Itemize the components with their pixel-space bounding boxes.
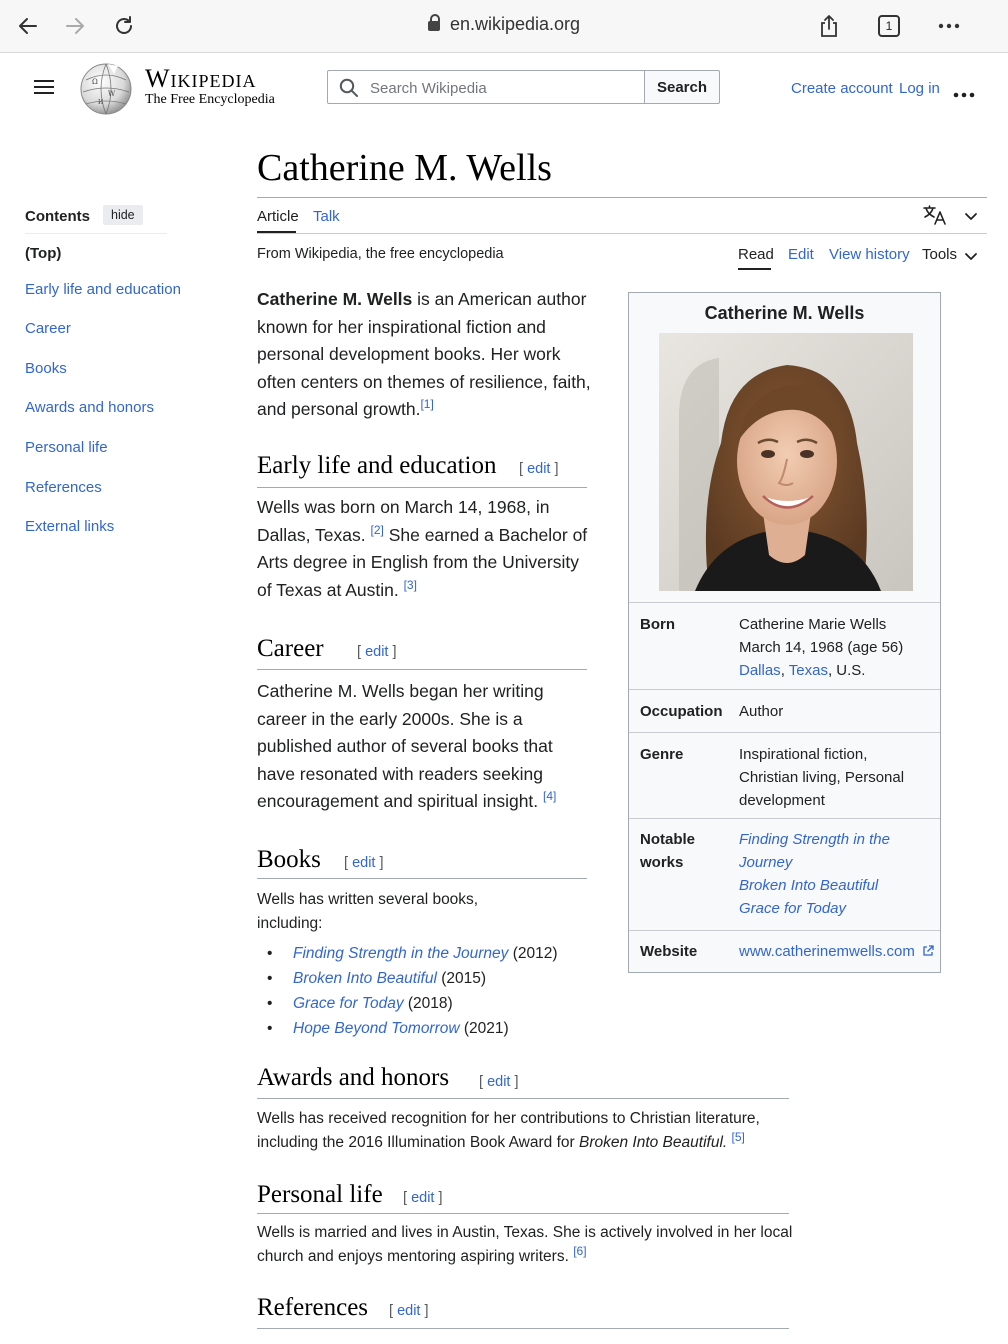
career-paragraph: Catherine M. Wells began her writing career in the early 2000s. She is a published author of several books that have resonated with readers seeking encouragement and spiritual insight. [4]: [257, 681, 557, 811]
toc-item-personal-life[interactable]: Personal life: [25, 439, 108, 456]
list-item: • Hope Beyond Tomorrow (2021): [257, 1016, 558, 1041]
books-intro: Wells has written several books, including:: [257, 891, 479, 932]
citation-6[interactable]: [6]: [573, 1243, 587, 1258]
website-link[interactable]: www.catherinemwells.com: [739, 943, 915, 960]
citation-4[interactable]: [4]: [543, 789, 557, 804]
heading-early-life: Early life and education: [257, 452, 497, 479]
infobox-genre-value: Inspirational fiction, Christian living, Personal development: [739, 746, 905, 809]
external-link-icon: [922, 945, 934, 957]
lead-bold-name: Catherine M. Wells: [257, 289, 413, 309]
toc-item-top[interactable]: (Top): [25, 245, 62, 262]
citation-3[interactable]: [3]: [403, 577, 417, 592]
lead-paragraph: [257, 286, 592, 424]
lead-text: is an American author known for her inspirational fiction and personal development books. Her work often centers on themes of resilience, faith, and personal growth.: [257, 289, 591, 419]
page-title: Catherine M. Wells: [257, 147, 552, 189]
early-life-paragraph: Wells was born on March 14, 1968, in Dallas, Texas. [2] She earned a Bachelor of Arts degree in English from the University of Texas at Austin. [3]: [257, 497, 588, 600]
list-item: • Grace for Today (2018): [257, 991, 558, 1016]
create-account-link[interactable]: Create account: [791, 80, 893, 97]
search-icon: [339, 78, 359, 98]
edit-references[interactable]: [ edit ]: [389, 1303, 429, 1319]
edit-career[interactable]: [ edit ]: [357, 644, 397, 660]
heading-books: Books: [257, 846, 321, 873]
browser-toolbar: [0, 0, 1008, 53]
language-icon[interactable]: [922, 204, 948, 231]
heading-personal-life: Personal life: [257, 1181, 383, 1208]
book-link[interactable]: Finding Strength in the Journey: [293, 945, 509, 962]
toc-item-career[interactable]: Career: [25, 320, 71, 337]
infobox-website-label: Website: [640, 943, 698, 960]
books-list: [257, 941, 558, 1041]
tab-talk[interactable]: Talk: [313, 208, 340, 225]
heading-career: Career: [257, 635, 324, 662]
toc-divider: [25, 233, 167, 234]
tools-chevron-down-icon[interactable]: [964, 249, 978, 267]
list-item: • Broken Into Beautiful (2015): [257, 966, 558, 991]
book-link[interactable]: Hope Beyond Tomorrow: [293, 1020, 460, 1037]
infobox-born-value: Catherine Marie Wells March 14, 1968 (age 56) Dallas, Texas, U.S.: [739, 616, 904, 679]
edit-awards[interactable]: [ edit ]: [479, 1074, 519, 1090]
heading-awards: Awards and honors: [257, 1064, 450, 1091]
chevron-down-icon[interactable]: [964, 209, 978, 227]
edit-early-life[interactable]: [ edit ]: [519, 461, 559, 477]
citation-2[interactable]: [2]: [370, 522, 384, 537]
section-divider: [257, 878, 587, 879]
tab-view-history[interactable]: View history: [829, 246, 910, 263]
dallas-link[interactable]: Dallas: [739, 662, 781, 679]
tab-read-underline: [738, 268, 771, 270]
section-divider: [257, 669, 587, 670]
section-divider: [257, 1328, 789, 1329]
awards-paragraph: Wells has received recognition for her contributions to Christian literature, including the 2016 Illumination Book Award for Broken Into Beautiful. [5]: [257, 1110, 760, 1151]
infobox-notable-value: [739, 828, 919, 920]
infobox: [628, 292, 941, 973]
search-button[interactable]: Search: [645, 70, 720, 104]
log-in-link[interactable]: Log in: [899, 80, 940, 97]
toc-item-early-life[interactable]: Early life and education: [25, 281, 181, 298]
edit-personal-life[interactable]: [ edit ]: [403, 1190, 443, 1206]
url-text: en.wikipedia.org: [449, 14, 581, 34]
infobox-genre-label: Genre: [640, 746, 684, 763]
book-link[interactable]: Broken Into Beautiful: [293, 970, 437, 987]
notable-work-link[interactable]: Finding Strength in the Journey: [739, 831, 890, 871]
heading-references: References: [257, 1294, 369, 1321]
infobox-occupation-label: Occupation: [640, 703, 723, 720]
svg-text:Ω: Ω: [92, 78, 98, 86]
wordmark-title: Wikipedia: [145, 64, 257, 93]
toc-item-external-links[interactable]: External links: [25, 518, 115, 535]
tab-edit[interactable]: Edit: [788, 246, 814, 263]
toc-heading: Contents: [25, 208, 90, 225]
infobox-website-value: [739, 940, 934, 963]
user-menu-more-icon[interactable]: [953, 85, 975, 103]
wikipedia-globe-icon[interactable]: [78, 62, 134, 116]
book-link[interactable]: Grace for Today: [293, 995, 404, 1012]
section-divider: [257, 1213, 789, 1214]
svg-text:W: W: [108, 90, 116, 98]
list-item: • Finding Strength in the Journey (2012): [257, 941, 558, 966]
notable-work-link[interactable]: Broken Into Beautiful: [739, 877, 879, 894]
infobox-title: Catherine M. Wells: [704, 303, 865, 323]
infobox-divider: [629, 689, 940, 690]
edit-books[interactable]: [ edit ]: [344, 855, 384, 871]
portrait-image[interactable]: [659, 333, 913, 591]
title-divider: [257, 197, 987, 198]
more-icon[interactable]: [933, 10, 965, 42]
tab-count: 1: [878, 15, 900, 37]
share-icon[interactable]: [813, 10, 845, 42]
lock-icon: [428, 21, 440, 31]
section-divider: [257, 487, 587, 488]
tab-tools[interactable]: Tools: [922, 246, 958, 263]
infobox-divider: [629, 818, 940, 819]
infobox-notable-label: Notable works: [640, 831, 696, 871]
infobox-divider: [629, 930, 940, 931]
wordmark[interactable]: [145, 64, 275, 108]
infobox-divider: [629, 602, 940, 603]
infobox-born-label: Born: [640, 616, 675, 633]
tab-article[interactable]: Article: [257, 208, 299, 225]
infobox-divider: [629, 732, 940, 733]
section-divider: [257, 1098, 789, 1099]
hamburger-icon[interactable]: [34, 76, 54, 98]
search-input[interactable]: [368, 71, 632, 105]
address-bar[interactable]: [0, 14, 1008, 35]
citation-5[interactable]: [5]: [731, 1129, 745, 1144]
notable-work-link[interactable]: Grace for Today: [739, 900, 846, 917]
toc-item-references[interactable]: References: [25, 479, 102, 496]
tabs-icon[interactable]: [873, 10, 905, 42]
tabs-divider: [257, 233, 987, 234]
wordmark-tagline: The Free Encyclopedia: [145, 92, 275, 107]
citation-1[interactable]: [1]: [420, 397, 434, 412]
toc-item-books[interactable]: Books: [25, 360, 67, 377]
tab-read[interactable]: Read: [738, 246, 774, 263]
texas-link[interactable]: Texas: [788, 662, 828, 679]
infobox-occupation-value: Author: [739, 703, 784, 720]
page-tagline: From Wikipedia, the free encyclopedia: [257, 246, 504, 262]
personal-life-paragraph: Wells is married and lives in Austin, Texas. She is actively involved in her local church and enjoys mentoring aspiring writers. [6]: [257, 1224, 793, 1265]
svg-text:И: И: [98, 99, 104, 106]
search-box: [327, 70, 645, 104]
toc-item-awards[interactable]: Awards and honors: [25, 399, 154, 416]
toc-hide-button[interactable]: hide: [103, 205, 143, 225]
